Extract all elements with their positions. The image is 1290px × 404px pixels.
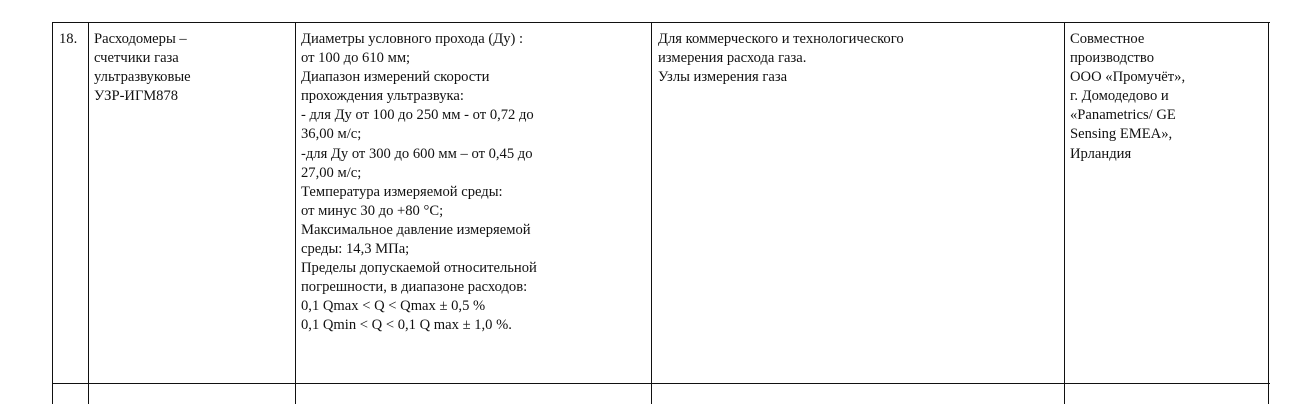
spec-line: погрешности, в диапазоне расходов: — [301, 279, 528, 296]
device-name-line: Расходомеры – — [94, 31, 187, 47]
manufacturer-line: Sensing EMEA», — [1070, 126, 1173, 143]
device-name-cell — [94, 30, 191, 106]
row-number: 18. — [59, 31, 78, 47]
manufacturer-line: ООО «Промучёт», — [1070, 69, 1186, 86]
spec-line: прохождения ультразвука: — [301, 88, 464, 105]
document-table — [52, 22, 1270, 404]
row-number-cell — [59, 30, 77, 49]
spec-line: 36,00 м/с; — [301, 126, 362, 143]
purpose-line: Для коммерческого и технологического — [658, 31, 904, 47]
spec-line: Максимальное давление измеряемой — [301, 221, 531, 238]
manufacturer-cell — [1070, 30, 1185, 164]
spec-line: Диапазон измерений скорости — [301, 69, 490, 86]
spec-line: Диаметры условного прохода (Ду) : — [301, 31, 524, 47]
spec-line: от 100 до 610 мм; — [301, 50, 411, 67]
purpose-line: Узлы измерения газа — [658, 69, 788, 86]
manufacturer-line: г. Домодедово и — [1070, 88, 1169, 105]
table-border-right — [1268, 22, 1269, 404]
spec-line: среды: 14,3 МПа; — [301, 241, 410, 258]
specifications-cell — [301, 30, 537, 336]
manufacturer-line: производство — [1070, 50, 1155, 67]
table-border-left — [52, 22, 53, 404]
spec-line: 27,00 м/с; — [301, 164, 362, 181]
spec-line: Температура измеряемой среды: — [301, 183, 503, 200]
spec-line: 0,1 Qmax < Q < Qmax ± 0,5 % — [301, 298, 486, 315]
table-top-border — [52, 22, 1270, 23]
device-name-line: ультразвуковые — [94, 69, 191, 86]
manufacturer-line: Совместное — [1070, 31, 1145, 47]
manufacturer-line: Ирландия — [1070, 145, 1132, 162]
manufacturer-line: «Panametrics/ GE — [1070, 107, 1176, 124]
table-border-col4 — [1064, 22, 1065, 404]
table-border-col2 — [295, 22, 296, 404]
spec-line: от минус 30 до +80 °С; — [301, 202, 444, 219]
spec-line: -для Ду от 300 до 600 мм – от 0,45 до — [301, 145, 533, 162]
spec-line: - для Ду от 100 до 250 мм - от 0,72 до — [301, 107, 534, 124]
table-border-col3 — [651, 22, 652, 404]
spec-line: Пределы допускаемой относительной — [301, 260, 537, 277]
spec-line: 0,1 Qmin < Q < 0,1 Q max ± 1,0 %. — [301, 317, 512, 334]
table-row-bottom-border — [52, 383, 1270, 384]
table-border-col1 — [88, 22, 89, 404]
device-name-line: УЗР-ИГМ878 — [94, 88, 179, 105]
device-name-line: счетчики газа — [94, 50, 179, 67]
purpose-cell — [658, 30, 904, 87]
purpose-line: измерения расхода газа. — [658, 50, 807, 67]
